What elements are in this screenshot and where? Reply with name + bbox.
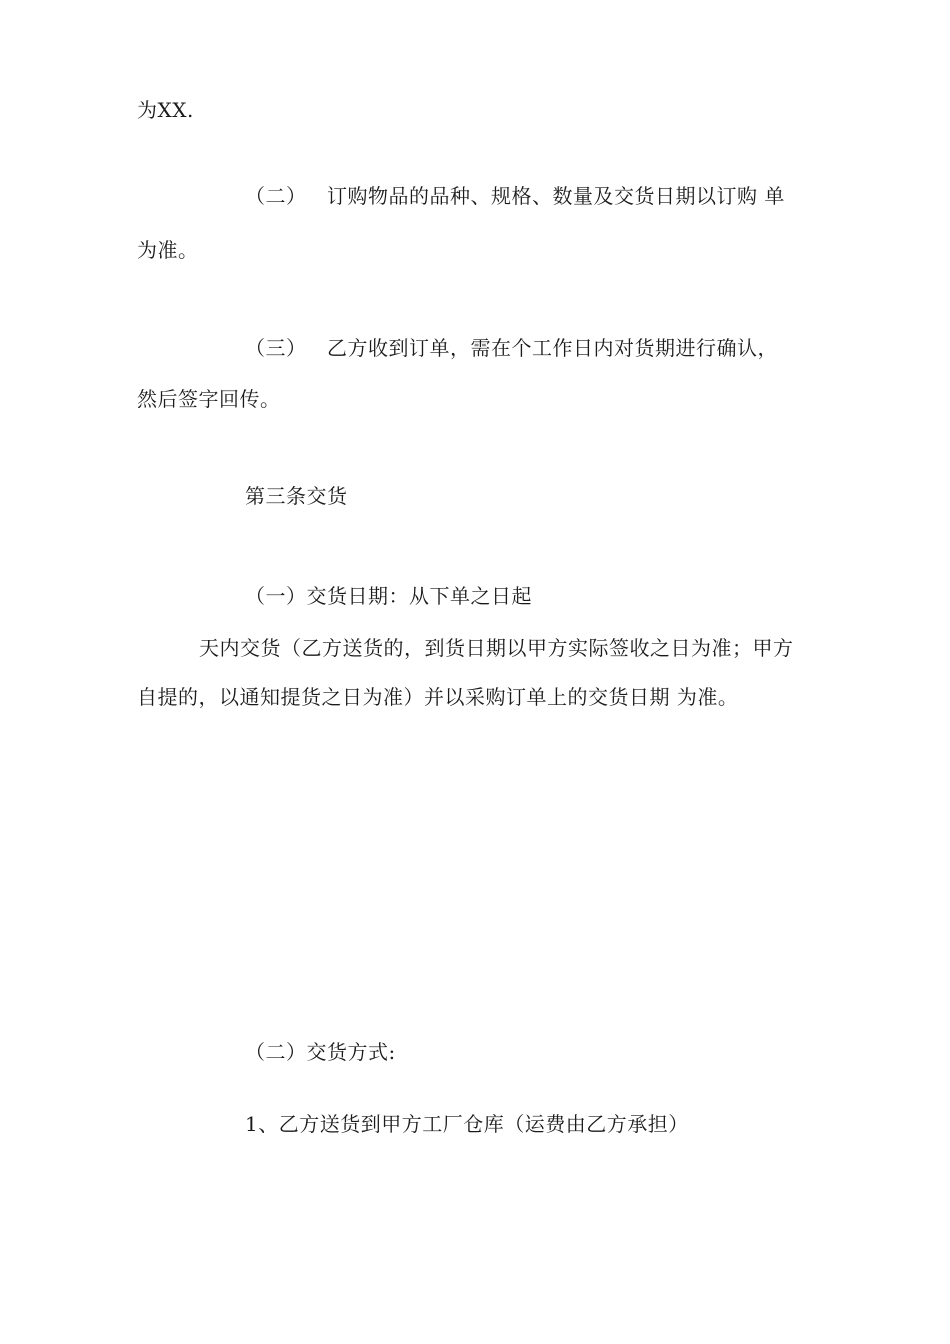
clause-number: （三） <box>245 336 307 360</box>
delivery-method-item: 1、乙方送货到甲方工厂仓库（运费由乙方承担） <box>245 1112 689 1136</box>
clause-text: 乙方收到订单，需在个工作日内对货期进行确认， <box>327 336 778 360</box>
clause-number: （二） <box>245 184 307 208</box>
delivery-date-line: （一）交货日期：从下单之日起 <box>245 584 532 608</box>
clause-2-line <box>245 184 785 208</box>
article-heading: 第三条交货 <box>245 484 348 508</box>
clause-3-continuation: 然后签字回传。 <box>137 387 281 411</box>
clause-text: 订购物品的品种、规格、数量及交货日期以订购 单 <box>327 184 785 208</box>
clause-3-line <box>245 336 778 360</box>
clause-2-continuation: 为准。 <box>137 238 199 262</box>
paragraph-line: 为XX. <box>137 98 194 122</box>
delivery-date-continuation: 自提的，以通知提货之日为准）并以采购订单上的交货日期 为准。 <box>137 685 739 709</box>
delivery-method-heading: （二）交货方式: <box>245 1040 396 1064</box>
delivery-date-continuation: 天内交货（乙方送货的，到货日期以甲方实际签收之日为准；甲方 <box>199 636 794 660</box>
